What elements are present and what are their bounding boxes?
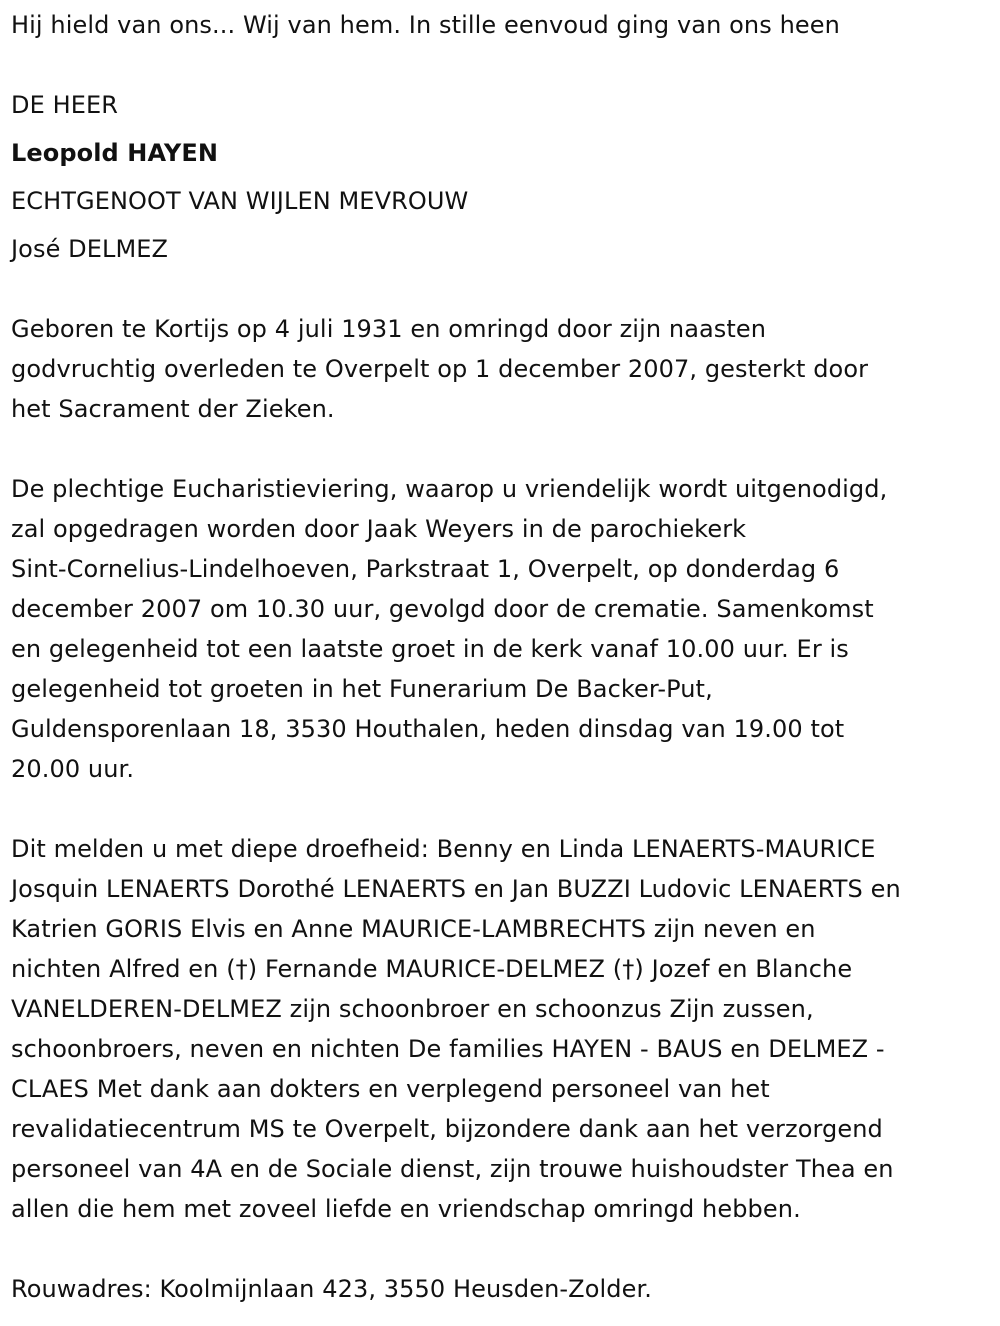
- paragraph-line: gelegenheid tot groeten in het Funerarium De Backer-Put,: [11, 675, 713, 703]
- paragraph-line: Guldensporenlaan 18, 3530 Houthalen, heden dinsdag van 19.00 tot: [11, 715, 845, 743]
- paragraph-line: allen die hem met zoveel liefde en vriendschap omringd hebben.: [11, 1195, 801, 1223]
- paragraph-line: Geboren te Kortijs op 4 juli 1931 en omringd door zijn naasten: [11, 315, 767, 343]
- paragraph-line: Dit melden u met diepe droefheid: Benny en Linda LENAERTS-MAURICE: [11, 835, 876, 863]
- spouse-name: José DELMEZ: [11, 235, 169, 263]
- deceased-name: Leopold HAYEN: [11, 139, 219, 167]
- paragraph-line: De plechtige Eucharistieviering, waarop u vriendelijk wordt uitgenodigd,: [11, 475, 888, 503]
- paragraph-line: schoonbroers, neven en nichten De families HAYEN - BAUS en DELMEZ -: [11, 1035, 885, 1063]
- paragraph-line: nichten Alfred en (†) Fernande MAURICE-DELMEZ (†) Jozef en Blanche: [11, 955, 853, 983]
- paragraph-line: Katrien GORIS Elvis en Anne MAURICE-LAMBRECHTS zijn neven en: [11, 915, 816, 943]
- paragraph-line: en gelegenheid tot een laatste groet in de kerk vanaf 10.00 uur. Er is: [11, 635, 849, 663]
- paragraph-line: godvruchtig overleden te Overpelt op 1 december 2007, gesterkt door: [11, 355, 869, 383]
- paragraph-line: december 2007 om 10.30 uur, gevolgd door de crematie. Samenkomst: [11, 595, 874, 623]
- paragraph-line: 20.00 uur.: [11, 755, 135, 783]
- paragraph-line: CLAES Met dank aan dokters en verplegend personeel van het: [11, 1075, 770, 1103]
- paragraph-line: personeel van 4A en de Sociale dienst, zijn trouwe huishoudster Thea en: [11, 1155, 894, 1183]
- paragraph-line: zal opgedragen worden door Jaak Weyers in de parochiekerk: [11, 515, 747, 543]
- mourning-address: Rouwadres: Koolmijnlaan 423, 3550 Heusden-Zolder.: [11, 1275, 652, 1303]
- honorific-title: DE HEER: [11, 91, 119, 119]
- intro-line: Hij hield van ons... Wij van hem. In stille eenvoud ging van ons heen: [11, 11, 840, 39]
- paragraph-line: Josquin LENAERTS Dorothé LENAERTS en Jan BUZZI Ludovic LENAERTS en: [11, 875, 901, 903]
- relation-line: ECHTGENOOT VAN WIJLEN MEVROUW: [11, 187, 469, 215]
- paragraph-line: Sint-Cornelius-Lindelhoeven, Parkstraat 1, Overpelt, op donderdag 6: [11, 555, 840, 583]
- paragraph-line: het Sacrament der Zieken.: [11, 395, 335, 423]
- paragraph-line: revalidatiecentrum MS te Overpelt, bijzondere dank aan het verzorgend: [11, 1115, 883, 1143]
- paragraph-line: VANELDEREN-DELMEZ zijn schoonbroer en schoonzus Zijn zussen,: [11, 995, 814, 1023]
